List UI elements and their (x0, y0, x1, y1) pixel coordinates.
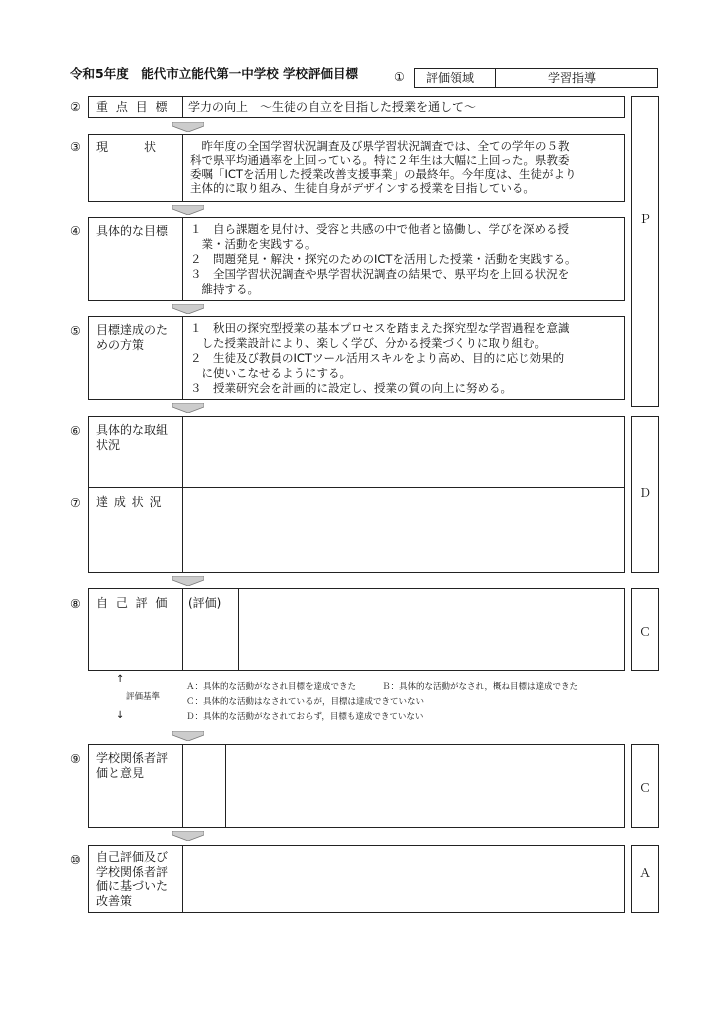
criteria-a: Ａ：具体的な活動がなされ目標を達成できた (186, 682, 357, 692)
efforts-label: 具体的な取組 状況 (96, 423, 169, 452)
measures-line: １ 秋田の探究型授業の基本プロセスを踏まえた探究型な学習過程を意識 (190, 321, 570, 335)
down-arrow-icon (172, 122, 204, 132)
page-title: 令和5年度 能代市立能代第一中学校 学校評価目標 (70, 66, 359, 81)
row-number: ⑨ (70, 752, 81, 766)
efforts-achievement-block (88, 416, 625, 573)
measures-line: した授業設計により、楽しく学び、分かる授業づくりに取り組む。 (190, 336, 547, 350)
focus-text: 学力の向上 ～生徒の自立を目指した授業を通して～ (188, 100, 477, 114)
improvement-row (88, 845, 625, 913)
measures-line: に使いこなせるようにする。 (190, 366, 351, 380)
current-line: 昨年度の全国学習状況調査及び県学習状況調査では、全ての学年の５教 (190, 139, 570, 153)
area-label: 評価領域 (426, 71, 475, 85)
row-number: ⑧ (70, 597, 81, 611)
measures-label: 目標達成のた めの方策 (96, 323, 169, 352)
measures-line: ３ 授業研究会を計画的に設定し、授業の質の向上に努める。 (190, 381, 512, 395)
achievement-label: 達 成 状 況 (96, 495, 163, 509)
goals-line: 維持する。 (190, 282, 259, 296)
row-number: ⑤ (70, 324, 81, 338)
grade-label: (評価) (188, 596, 222, 610)
goals-label: 具体的な目標 (96, 224, 169, 238)
criteria-b: Ｂ：具体的な活動がなされ，概ね目標は達成できた (382, 682, 579, 692)
criteria-d: Ｄ：具体的な活動がなされておらず，目標も達成できていない (186, 712, 424, 722)
pdca-c: Ｃ (638, 781, 651, 795)
down-arrow-icon (172, 403, 204, 413)
row-number: ④ (70, 224, 81, 238)
goals-line: ２ 問題発見・解決・探究のためのICTを活用した授業・活動を実践する。 (190, 252, 577, 266)
plan-column (631, 96, 659, 407)
item-number: ① (394, 70, 405, 84)
goals-line: ３ 全国学習状況調査や県学習状況調査の結果で、県平均を上回る状況を (190, 267, 570, 281)
down-arrow-icon: ↓ (116, 710, 125, 721)
down-arrow-icon (172, 731, 204, 741)
stakeholder-label: 学校関係者評 価と意見 (96, 751, 169, 780)
row-number: ③ (70, 140, 81, 154)
criteria-c: Ｃ：具体的な活動はなされているが，目標は達成できていない (186, 697, 425, 707)
pdca-d: Ｄ (638, 486, 651, 500)
measures-line: ２ 生徒及び教員のICTツール活用スキルをより高め、目的に応じ効果的 (190, 351, 565, 365)
current-line: 科で県平均通過率を上回っている。特に２年生は大幅に上回った。県教委 (190, 153, 570, 167)
down-arrow-icon (172, 205, 204, 215)
row-number: ⑥ (70, 424, 81, 438)
up-arrow-icon: ↑ (116, 674, 125, 685)
goals-line: １ 自ら課題を見付け、受容と共感の中で他者と協働し、学びを深める授 (190, 222, 570, 236)
focus-label: 重 点 目 標 (96, 100, 170, 114)
row-number: ⑩ (70, 853, 81, 867)
down-arrow-icon (172, 304, 204, 314)
stakeholder-row (88, 744, 625, 828)
pdca-p: Ｐ (638, 212, 651, 226)
current-line: 委嘱「ICTを活用した授業改善支援事業」の最終年。今年度は、生徒がより (190, 167, 577, 181)
criteria-label: 評価基準 (126, 692, 161, 702)
improvement-label: 自己評価及び 学校関係者評 価に基づいた 改善策 (96, 850, 169, 908)
pdca-c: Ｃ (638, 625, 651, 639)
down-arrow-icon (172, 576, 204, 586)
current-label: 現 状 (96, 140, 157, 154)
goals-line: 業・活動を実践する。 (190, 237, 317, 251)
area-value: 学習指導 (548, 71, 597, 85)
pdca-a: Ａ (638, 866, 651, 880)
down-arrow-icon (172, 831, 204, 841)
current-line: 主体的に取り組み、生徒自身がデザインする授業を目指している。 (190, 181, 535, 195)
row-number: ⑦ (70, 496, 81, 510)
row-number: ② (70, 100, 81, 114)
self-eval-label: 自 己 評 価 (96, 596, 170, 610)
